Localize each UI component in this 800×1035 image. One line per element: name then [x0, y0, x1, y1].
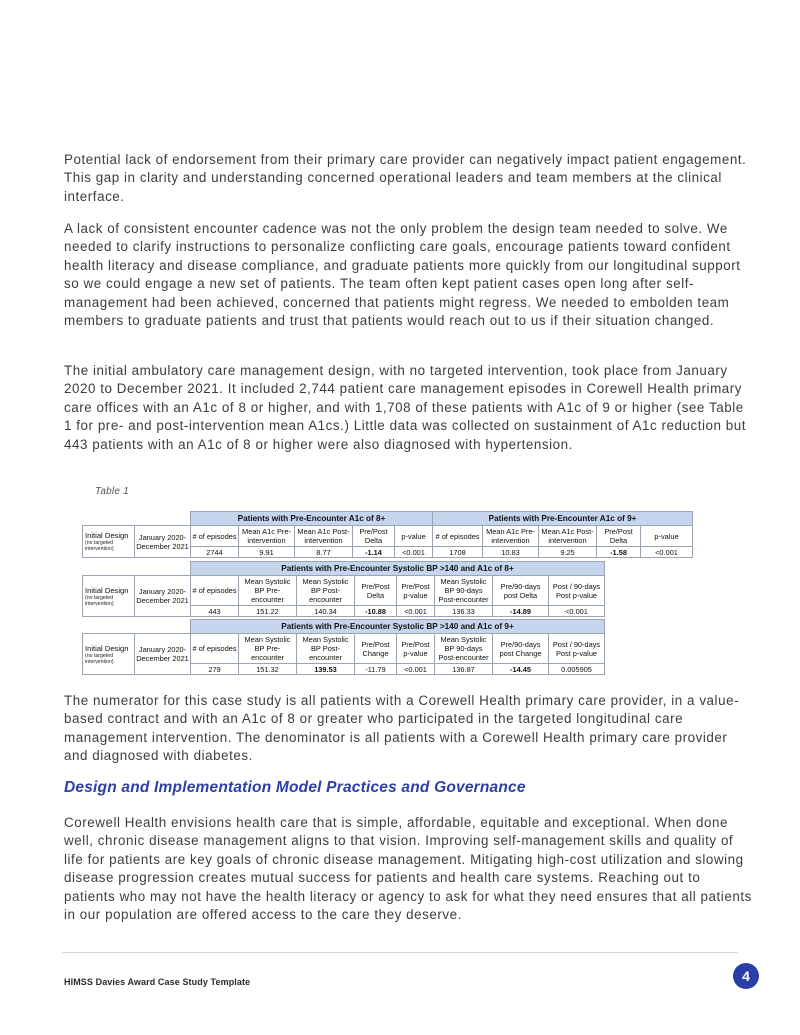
table-cell: -11.79 — [355, 664, 397, 675]
paragraph-endorsement: Potential lack of endorsement from their primary care provider can negatively impact patient engagement. This gap in clarity and understanding concerned operational leaders and team members at the clinical interface. — [64, 152, 747, 204]
section-heading: Design and Implementation Model Practices and Governance — [64, 779, 526, 796]
col-header: Pre/Post Delta — [353, 526, 395, 547]
col-header: Pre/90-days post Delta — [493, 576, 549, 606]
col-header: Pre/Post Delta — [597, 526, 641, 547]
paragraph-encounter-cadence: A lack of consistent encounter cadence was not the only problem the design team needed to solve. We needed to clarify instructions to personalize conflicting care goals, encourage patients toward confident health literacy and disease compliance, and graduate patients more quickly from our longitudinal support so we could engage a new set of patients. The team often kept patient cases open long after self-management had been achieved, concerned that patients might regress. We needed to embolden team members to graduate patients and trust that patients would reach out to us if their situation changed. — [64, 221, 741, 329]
table-bp-a1c9-design-label: Initial Design (no targeted intervention) — [83, 634, 135, 675]
col-header: Post / 90-days Post p-value — [549, 576, 605, 606]
table-cell: <0.001 — [395, 547, 433, 558]
col-header: p-value — [395, 526, 433, 547]
paragraph-vision: Corewell Health envisions health care that is simple, affordable, equitable and exceptional. When done well, chronic disease management aligns to that vision. Improving self-management skills and quality of life for patients are key goals of chronic disease management. Mitigating high-cost utilization and slowing disease progression creates mutual success for patients and health care systems. Reaching out to patients who may not have the health literacy or agency to ask for what they need ensures that all patients in our population are offered access to the care they deserve. — [64, 815, 752, 923]
table-cell: 151.32 — [239, 664, 297, 675]
col-header: Mean A1c Pre-intervention — [483, 526, 539, 547]
col-header: Pre/Post p-value — [397, 634, 435, 664]
table-cell: 279 — [191, 664, 239, 675]
table-cell: -1.14 — [353, 547, 395, 558]
col-header: Mean Systolic BP Pre-encounter — [239, 576, 297, 606]
table-bp-a1c8 — [82, 561, 605, 617]
col-header: Pre/Post Change — [355, 634, 397, 664]
table-cell: <0.001 — [397, 606, 435, 617]
table-cell: -14.45 — [493, 664, 549, 675]
table-a1c — [82, 511, 693, 558]
table-cell: 136.33 — [435, 606, 493, 617]
table-cell: 140.34 — [297, 606, 355, 617]
col-header: Mean Systolic BP 90-days Post-encounter — [435, 576, 493, 606]
table-cell: <0.001 — [397, 664, 435, 675]
col-header: Mean A1c Post-intervention — [539, 526, 597, 547]
table-bp-a1c9-period: January 2020-December 2021 — [135, 634, 191, 675]
table-bp-a1c9-header: Patients with Pre-Encounter Systolic BP >140 and A1c of 9+ — [191, 620, 605, 634]
table-cell: -1.58 — [597, 547, 641, 558]
table-a1c-period: January 2020-December 2021 — [135, 526, 191, 558]
table-cell: 151.22 — [239, 606, 297, 617]
table-cell: 0.005905 — [549, 664, 605, 675]
col-header: Pre/Post Delta — [355, 576, 397, 606]
col-header: # of episodes — [191, 576, 239, 606]
footer-divider — [62, 952, 738, 953]
col-header: # of episodes — [191, 526, 239, 547]
table-cell: 139.53 — [297, 664, 355, 675]
col-header: Mean A1c Pre-intervention — [239, 526, 295, 547]
col-header: Pre/Post p-value — [397, 576, 435, 606]
table-cell: 9.25 — [539, 547, 597, 558]
table-cell: 9.91 — [239, 547, 295, 558]
table-cell: <0.001 — [641, 547, 693, 558]
table-bp-a1c8-design-label: Initial Design (no targeted intervention) — [83, 576, 135, 617]
table-cell: -14.89 — [493, 606, 549, 617]
paragraph-numerator: The numerator for this case study is all patients with a Corewell Health primary care provider, in a value-based contract and with an A1c of 8 or greater who participated in the targeted longitudinal care management intervention. The denominator is all patients with a Corewell Health primary care provider and diagnosed with diabetes. — [64, 693, 740, 764]
table-cell: 10.83 — [483, 547, 539, 558]
table-cell: 1708 — [433, 547, 483, 558]
col-header: Mean Systolic BP Post-encounter — [297, 634, 355, 664]
col-header: Mean Systolic BP 90-days Post-encounter — [435, 634, 493, 664]
table-bp-a1c9 — [82, 619, 605, 675]
col-header: Mean Systolic BP Post-encounter — [297, 576, 355, 606]
footer-text: HIMSS Davies Award Case Study Template — [64, 977, 251, 987]
table-a1c-design-label: Initial Design (no targeted intervention) — [83, 526, 135, 558]
col-header: Pre/90-days post Change — [493, 634, 549, 664]
table-cell: 8.77 — [295, 547, 353, 558]
table-bp-a1c8-header: Patients with Pre-Encounter Systolic BP >140 and A1c of 8+ — [191, 562, 605, 576]
table-a1c-header-8: Patients with Pre-Encounter A1c of 8+ — [191, 512, 433, 526]
table-caption: Table 1 — [95, 486, 129, 497]
col-header: Mean Systolic BP Pre-encounter — [239, 634, 297, 664]
col-header: Mean A1c Post-intervention — [295, 526, 353, 547]
col-header: # of episodes — [191, 634, 239, 664]
table-cell: <0.001 — [549, 606, 605, 617]
table-bp-a1c8-period: January 2020-December 2021 — [135, 576, 191, 617]
paragraph-initial-design: The initial ambulatory care management design, with no targeted intervention, took place from January 2020 to December 2021. It included 2,744 patient care management episodes in Corewell Health primary care offices with an A1c of 8 or higher, and with 1,708 of these patients with A1c of 9 or higher (see Table 1 for pre- and post-intervention mean A1cs.) Little data was collected on sustainment of A1c reduction but 443 patients with an A1c of 8 or higher were also diagnosed with hypertension. — [64, 363, 747, 452]
table-cell: 443 — [191, 606, 239, 617]
table-a1c-header-9: Patients with Pre-Encounter A1c of 9+ — [433, 512, 693, 526]
col-header: Post / 90-days Post p-value — [549, 634, 605, 664]
table-cell: 2744 — [191, 547, 239, 558]
table-cell: 136.87 — [435, 664, 493, 675]
col-header: # of episodes — [433, 526, 483, 547]
table-cell: -10.88 — [355, 606, 397, 617]
page-number-badge: 4 — [733, 963, 759, 989]
col-header: p-value — [641, 526, 693, 547]
